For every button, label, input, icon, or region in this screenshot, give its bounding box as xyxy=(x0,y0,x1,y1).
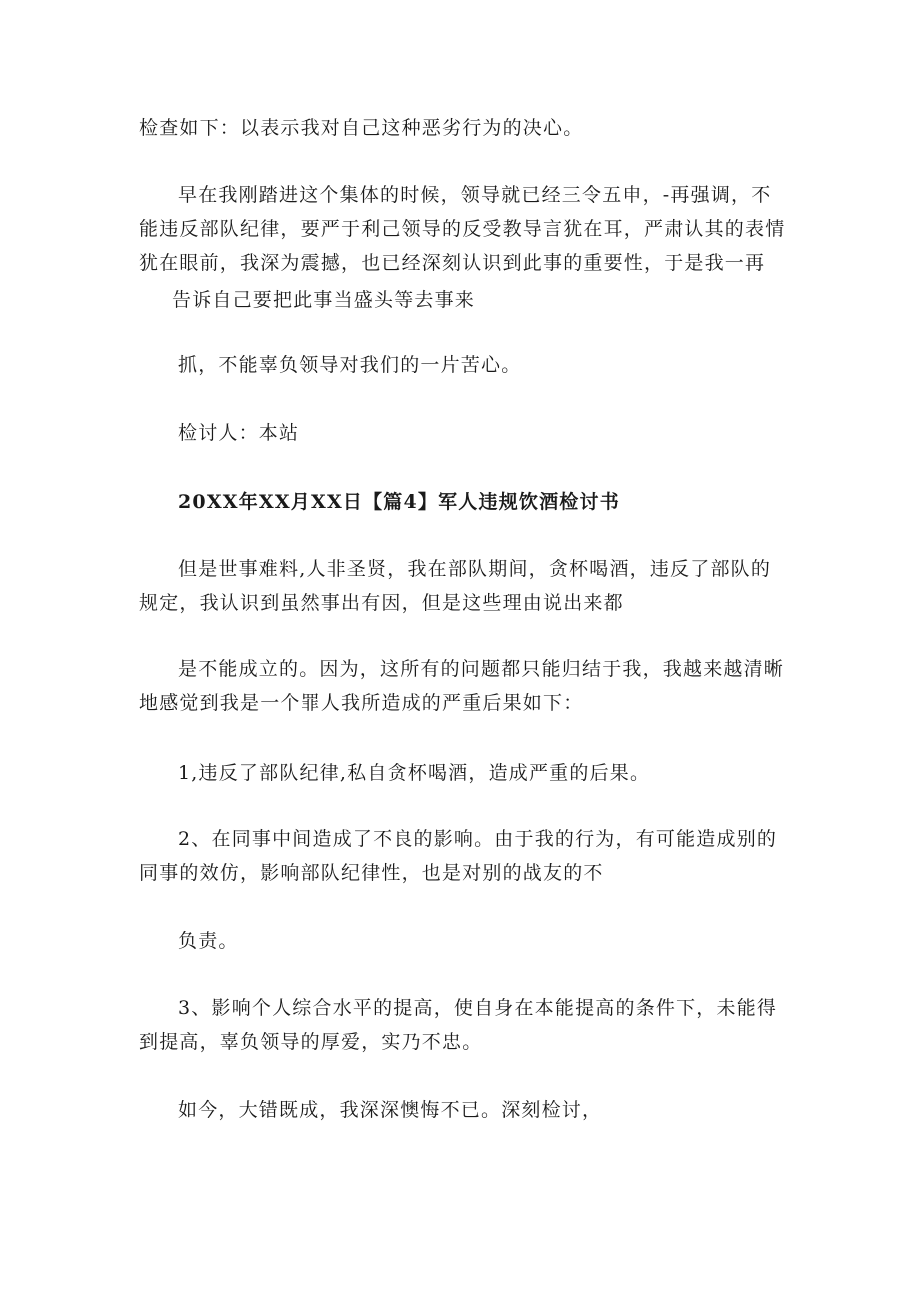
signature-line: 检讨人：本站 xyxy=(178,422,300,444)
text-line: 早在我刚踏进这个集体的时候，领导就已经三令五申，-再强调，不 xyxy=(178,184,772,206)
section-heading: 20XX年XX月XX日【篇4】军人违规饮酒检讨书 xyxy=(178,491,620,513)
text-line: 规定，我认识到虽然事出有因，但是这些理由说出来都 xyxy=(139,592,624,614)
list-item: 2、在同事中间造成了不良的影响。由于我的行为，有可能造成别的 xyxy=(178,828,778,850)
text-line: 犹在眼前，我深为震撼，也已经深刻认识到此事的重要性，于是我一再 xyxy=(139,252,766,274)
text-line: 负责。 xyxy=(178,930,239,952)
text-line: 到提高，辜负领导的厚爱，实乃不忠。 xyxy=(139,1031,483,1053)
text-line: 是不能成立的。因为，这所有的问题都只能归结于我，我越来越清晰 xyxy=(178,658,785,680)
text-line: 检查如下：以表示我对自己这种恶劣行为的决心。 xyxy=(139,117,584,139)
text-line: 抓，不能辜负领导对我们的一片苦心。 xyxy=(178,354,522,376)
text-line: 告诉自己要把此事当盛头等去事来 xyxy=(172,289,476,311)
text-line: 但是世事难料,人非圣贤，我在部队期间，贪杯喝酒，违反了部队的 xyxy=(178,558,772,580)
text-line: 如今，大错既成，我深深懊悔不已。深刻检讨， xyxy=(178,1099,603,1121)
text-line: 能违反部队纪律，要严于利己领导的反受教导言犹在耳，严肃认其的表情 xyxy=(139,218,786,240)
text-line: 地感觉到我是一个罪人我所造成的严重后果如下： xyxy=(139,692,584,714)
list-item: 1,违反了部队纪律,私自贪杯喝酒，造成严重的后果。 xyxy=(178,762,651,784)
list-item: 3、影响个人综合水平的提高，使自身在本能提高的条件下，未能得 xyxy=(178,997,778,1019)
text-line: 同事的效仿，影响部队纪律性，也是对别的战友的不 xyxy=(139,862,604,884)
